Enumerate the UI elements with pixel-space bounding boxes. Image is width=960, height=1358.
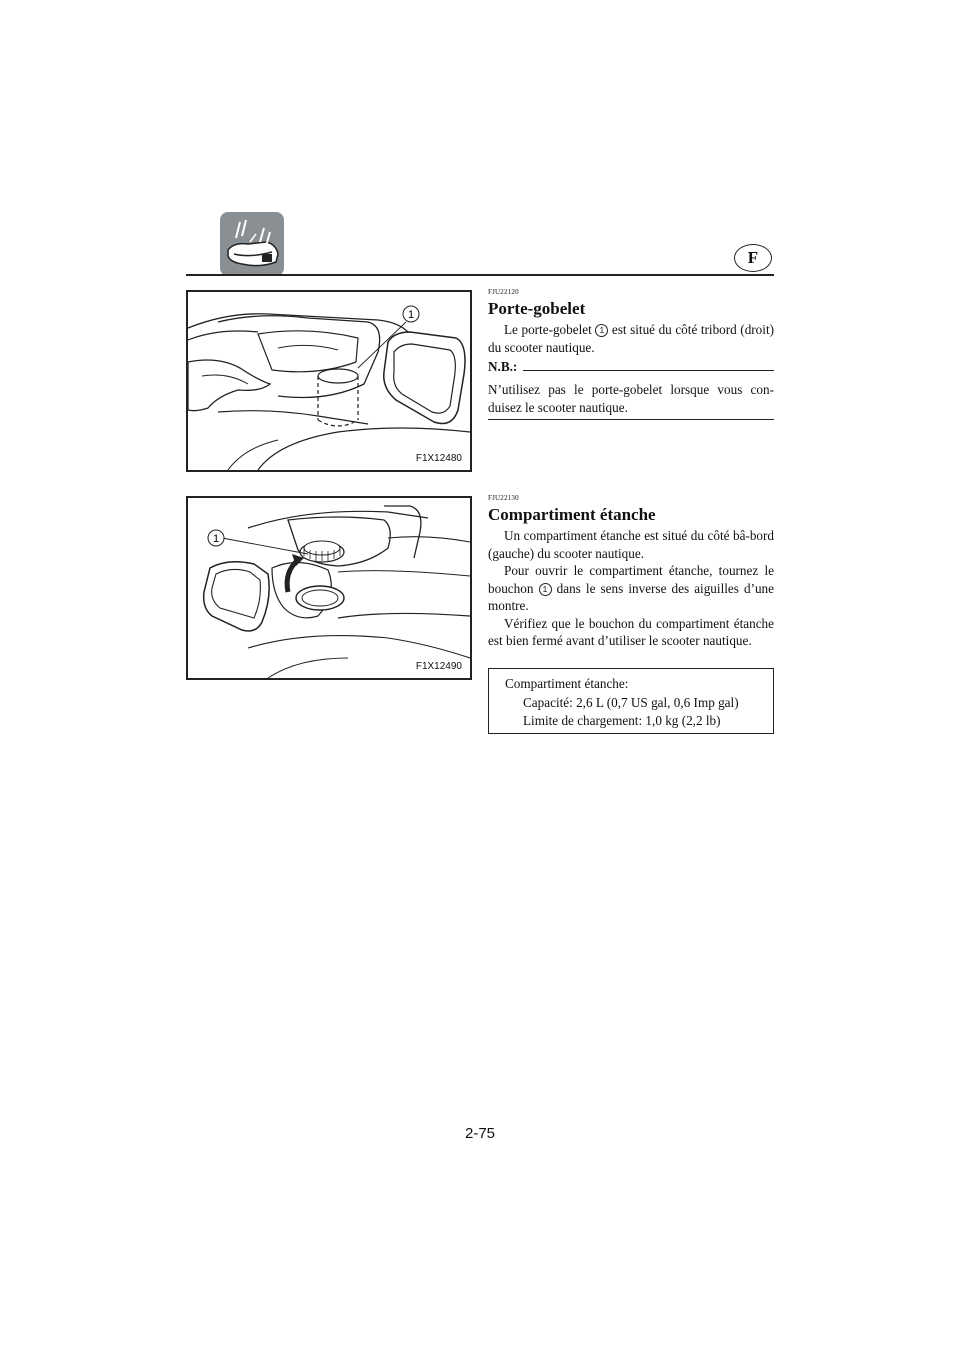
section-title: Porte-gobelet — [488, 299, 586, 318]
spec-capacity: Capacité: 2,6 L (0,7 US gal, 0,6 Imp gal) — [523, 695, 739, 710]
reference-number: 1 — [595, 324, 608, 337]
header-rule — [186, 274, 774, 276]
section-code: FJU22120 — [488, 288, 519, 296]
figure-storage-compartment — [186, 496, 472, 680]
language-badge: F — [734, 244, 772, 272]
specification-box — [488, 668, 774, 734]
section-paragraph: Pour ouvrir le compartiment étanche, tournez le bouchon 1 dans le sens inverse des aiguilles d’une montre. — [488, 563, 775, 613]
section-paragraph: Le porte-gobelet 1 est situé du côté tribord (droit) du scooter nautique. — [488, 322, 774, 355]
section-compartiment-etanche — [488, 494, 774, 650]
figure-code: F1X12490 — [415, 661, 462, 672]
spec-load-limit: Limite de chargement: 1,0 kg (2,2 lb) — [523, 713, 721, 728]
note-heading: N.B.: — [488, 359, 774, 375]
figure-cup-holder — [186, 290, 472, 472]
figure-code: F1X12480 — [415, 453, 462, 464]
watercraft-section-icon — [220, 212, 284, 276]
page-number: 2-75 — [464, 1125, 496, 1142]
figure-callout-1: 1 — [407, 309, 415, 321]
figure-callout-1: 1 — [212, 533, 220, 545]
section-paragraph: Vérifiez que le bouchon du compartiment étanche est bien fermé avant d’utiliser le scooter nautique. — [488, 615, 774, 648]
spec-title: Compartiment étanche: — [505, 676, 629, 691]
section-porte-gobelet — [488, 288, 774, 420]
reference-number: 1 — [539, 583, 552, 596]
note-text: N’utilisez pas le porte-gobelet lorsque vous con-duisez le scooter nautique. — [488, 381, 774, 420]
section-code: FJU22130 — [488, 494, 519, 502]
section-title: Compartiment étanche — [488, 505, 656, 524]
section-paragraph: Un compartiment étanche est situé du côté bâ-bord (gauche) du scooter nautique. — [488, 528, 774, 561]
